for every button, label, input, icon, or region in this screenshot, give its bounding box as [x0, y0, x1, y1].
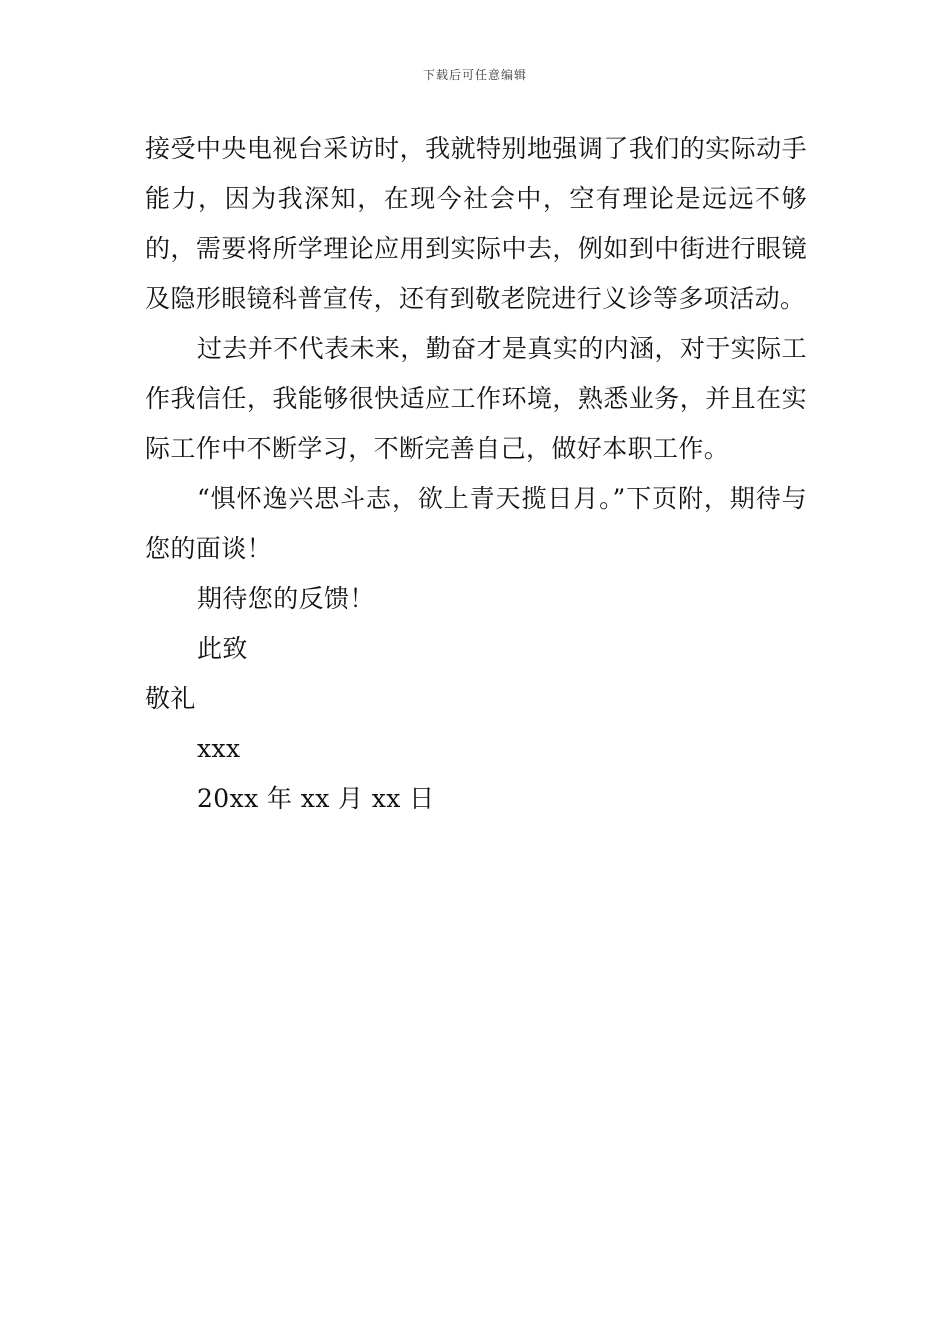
letter-body — [145, 124, 807, 824]
signature: xxx — [197, 734, 241, 763]
paragraph-diligence: 过去并不代表未来，勤奋才是真实的内涵，对于实际工作我信任，我能够很快适应工作环境，熟悉业务，并且在实际工作中不断学习，不断完善自己，做好本职工作。 — [145, 334, 807, 463]
date: 20xx 年 xx 月 xx 日 — [197, 784, 435, 813]
page-header: 下载后可任意编辑 — [422, 68, 527, 82]
paragraph-dynamic-ability: 接受中央电视台采访时，我就特别地强调了我们的实际动手能力，因为我深知，在现今社会中，空有理论是远远不够的，需要将所学理论应用到实际中去，例如到中街进行眼镜及隐形眼镜科普宣传，还有到敬老院进行义诊等多项活动。 — [145, 134, 807, 313]
closing-regards: 此致 — [197, 634, 248, 663]
salute: 敬礼 — [145, 684, 196, 713]
paragraph-quote: “惧怀逸兴思斗志，欲上青天揽日月。”下页附，期待与您的面谈！ — [145, 484, 807, 563]
closing-feedback: 期待您的反馈！ — [197, 584, 375, 613]
